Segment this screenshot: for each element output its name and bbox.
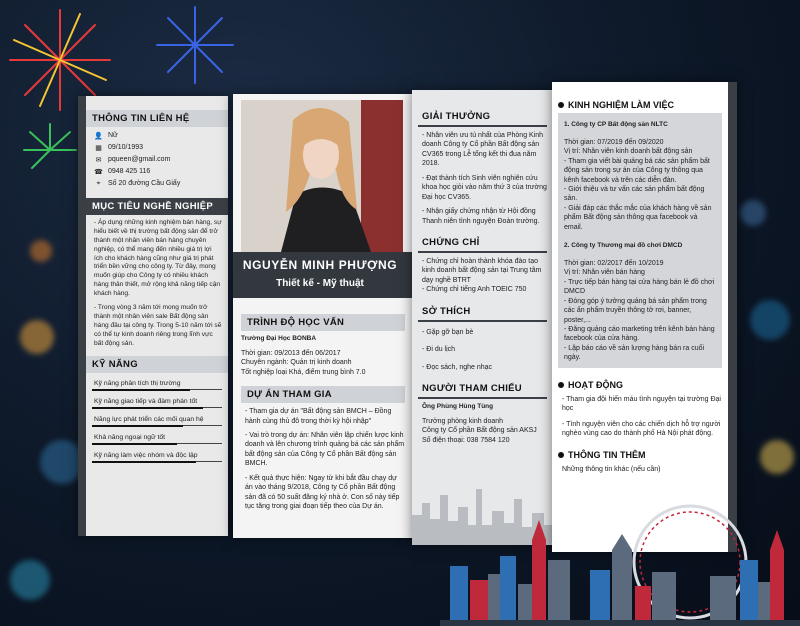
activities-title: HOẠT ĐỘNG [568,379,623,390]
hobbies-title: SỞ THÍCH [418,303,547,322]
activities-heading [558,380,722,390]
experience-box [558,113,722,368]
bullet-icon [558,382,564,388]
certificates-title: CHỨNG CHỈ [418,234,547,253]
award-2: - Đạt thành tích Sinh viên nghiên cứu khoa học giỏi vào năm thứ 3 của trường Đại học CV365. [422,174,547,201]
reference-title: NGƯỜI THAM CHIẾU [418,380,547,399]
reference-phone: Số điện thoại: 038 7584 120 [422,436,510,444]
phone-icon: ☎ [94,168,103,176]
panel-profile-education [233,94,413,538]
job-2-position: Vị trí: Nhân viên bán hàng [564,269,645,277]
awards-title: GIẢI THƯỞNG [418,108,547,127]
experience-title: KINH NGHIỆM LÀM VIỆC [568,100,675,110]
person-icon: 👤 [94,132,103,140]
experience-heading [558,100,722,110]
location-icon: ⌖ [96,179,101,187]
skill-item [92,377,222,390]
education-grade: Tốt nghiệp loại Khá, điểm trung bình 7.0 [241,368,366,376]
skill-item [92,395,222,408]
education-school: Trường Đại Học BONBA [241,335,317,342]
award-1: - Nhân viên ưu tú nhất của Phòng Kinh doanh Công ty Cổ phần Bất động sản CV365 trong Lễ tổng kết thi đua năm 2018. [422,132,544,168]
job-2-company: 2. Công ty Thương mại đồ chơi DMCD [564,242,683,250]
skill-level-bar [92,407,203,409]
more-text: Những thông tin khác (nếu cần) [562,466,661,474]
projects-p1: - Tham gia dự án "Bất động sản BMCH – Đồng hành cùng thủ đô trong thời kỳ hội nhập" [245,408,392,425]
skill-label: Kỹ năng giao tiếp và đàm phán tốt [94,398,198,406]
skill-label: Khả năng ngoại ngữ tốt [94,434,166,442]
more-heading [558,450,722,460]
job-1-company: 1. Công ty CP Bất động sản NLTC [564,121,668,128]
skill-item [92,413,222,426]
skill-item [92,449,222,462]
skill-level-bar [92,461,196,463]
certificate-1: - Chứng chỉ hoàn thành khóa đào tạo kinh doanh bất động sản tại Trung tâm dạy nghề BTRT [422,257,542,284]
email-value[interactable]: pqueen@gmail.com [108,156,171,163]
name-banner [233,252,413,298]
gender-value: Nữ [108,132,118,139]
profile-photo [241,100,403,252]
skills-list [86,377,228,462]
activity-2: - Tình nguyện viên cho các chiến dịch hỗ trợ người nghèo vùng cao do thành phố Hà Nội phát động. [562,420,721,438]
projects-title: DỰ ÁN THAM GIA [241,386,405,403]
job-1-position: Vị trí: Nhân viên kinh doanh bất động sản [564,148,693,156]
contact-title: THÔNG TIN LIÊN HỆ [86,110,228,127]
bullet-icon [558,452,564,458]
portrait-illustration [241,100,403,252]
reference-name: Ông Phùng Hùng Tùng [422,403,494,410]
email-row [94,155,228,164]
panel-awards-certificates [412,90,555,545]
projects-p2: - Vai trò trong dự án: Nhân viên lập chiến lược kinh doanh và lên chương trình quảng bá các sản phẩm bất động sản của Công ty Cổ phần Bất động sản BMCH. [245,431,405,468]
bullet-icon [558,102,564,108]
hobby-2: - Đi du lịch [422,346,456,354]
skill-level-bar [92,443,177,445]
city-skyline-graphic [440,500,800,626]
skill-label: Kỹ năng làm việc nhóm và độc lập [94,452,198,460]
mail-icon: ✉ [95,156,102,164]
job-role: Thiết kế - Mỹ thuật [276,278,364,289]
hobby-3: - Đọc sách, nghe nhạc [422,363,493,371]
projects-p3: - Kết quả thực hiện: Ngay từ khi bắt đầu chạy dự án vào tháng 9/2018, Công ty Cổ phần Bất động sản đã có 50 suất đăng ký nhà ở. Con số này tiếp tục tăng trong giai đoạn tiếp theo của Dự án. [245,474,400,511]
job-1-time: Thời gian: 07/2019 đến 09/2020 [564,138,664,146]
job-2-time: Thời gian: 02/2017 đến 10/2019 [564,259,664,267]
award-3: - Nhận giấy chứng nhận từ Hội đồng Thanh niên tình nguyện Đoàn trường. [422,208,540,225]
activity-1: - Tham gia đội hiến máu tình nguyện tại trường Đại học [562,395,721,413]
certificate-2: - Chứng chỉ tiếng Anh TOEIC 750 [422,286,527,294]
objective-title: MỤC TIÊU NGHỀ NGHIỆP [86,198,228,215]
skill-level-bar [92,425,183,427]
objective-p1: - Áp dụng những kinh nghiệm bán hàng, sự hiểu biết về thị trường bất động sản để trở thành một nhân viên bán hàng chuyên nghiệp, có thể mang đến nhiều giá trị lợi ích cho khách hàng cũng như giá trị phát triển bền vững cho công ty. Từ đây, mong muốn giúp cho Công ty có nhiều khách hàng thân thiết, mở rộng khả năng tiếp cận khách hàng. [94,219,222,298]
education-time: Thời gian: 09/2013 đến 06/2017 [241,349,341,357]
skill-item [92,431,222,444]
hobby-1: - Gặp gỡ bạn bè [422,328,474,336]
more-title: THÔNG TIN THÊM [568,450,646,461]
panel-experience-activities [552,82,737,552]
skill-label: Kỹ năng phân tích thị trường [94,380,181,388]
full-name: NGUYỄN MINH PHƯỢNG [242,258,398,272]
dob-value: 09/10/1993 [108,144,144,151]
gender-row [94,131,228,140]
skill-level-bar [92,389,190,391]
job-1-desc: - Tham gia viết bài quảng bá các sản phẩm bất động sản trong sự án của Công ty thông qua kênh facebook và trên các diễn đàn. - Giới thiệu và tư vấn các sản phẩm bất động sản. - Giải đáp các thắc mắc của khách hàng về sản phẩm Bất động sản thông qua facebook và email. [564,157,712,231]
address-value: Số 20 đường Cầu Giấy [108,180,181,187]
phone-row [94,167,228,176]
job-2-desc: - Trực tiếp bán hàng tại cửa hàng bán lẻ đồ chơi DMCD - Đóng góp ý tưởng quảng bá sản phẩm trong các ấn phẩm truyền thông tờ rơi, banner, poster,... - Đăng quảng cáo marketing trên kênh bán hàng facebook của cửa hàng. - Lập báo cáo về sản lượng hàng bán ra cuối ngày. [564,278,715,362]
objective-p2: - Trong vòng 3 năm tới mong muốn trở thành một nhân viên sale Bất động sản hàng đầu tại công ty. Trong 5-10 năm tới sẽ có thể tự kinh doanh riêng trong lĩnh vực bất động sản. [94,304,222,347]
panel-contact-objective-skills [78,96,228,536]
skill-label: Năng lực phát triển các mối quan hệ [94,416,204,424]
education-section [241,308,405,511]
education-title: TRÌNH ĐỘ HỌC VẤN [241,314,405,331]
calendar-icon: ▦ [95,144,102,152]
dob-row [94,143,228,152]
education-major: Chuyên ngành: Quản trị kinh doanh [241,359,352,367]
reference-position: Trưởng phòng kinh doanh [422,417,504,425]
phone-value: 0948 425 116 [108,168,151,175]
address-row [94,179,228,188]
reference-company: Công ty Cổ phần Bất động sản AKSJ [422,427,537,435]
skills-title: KỸ NĂNG [86,356,228,373]
